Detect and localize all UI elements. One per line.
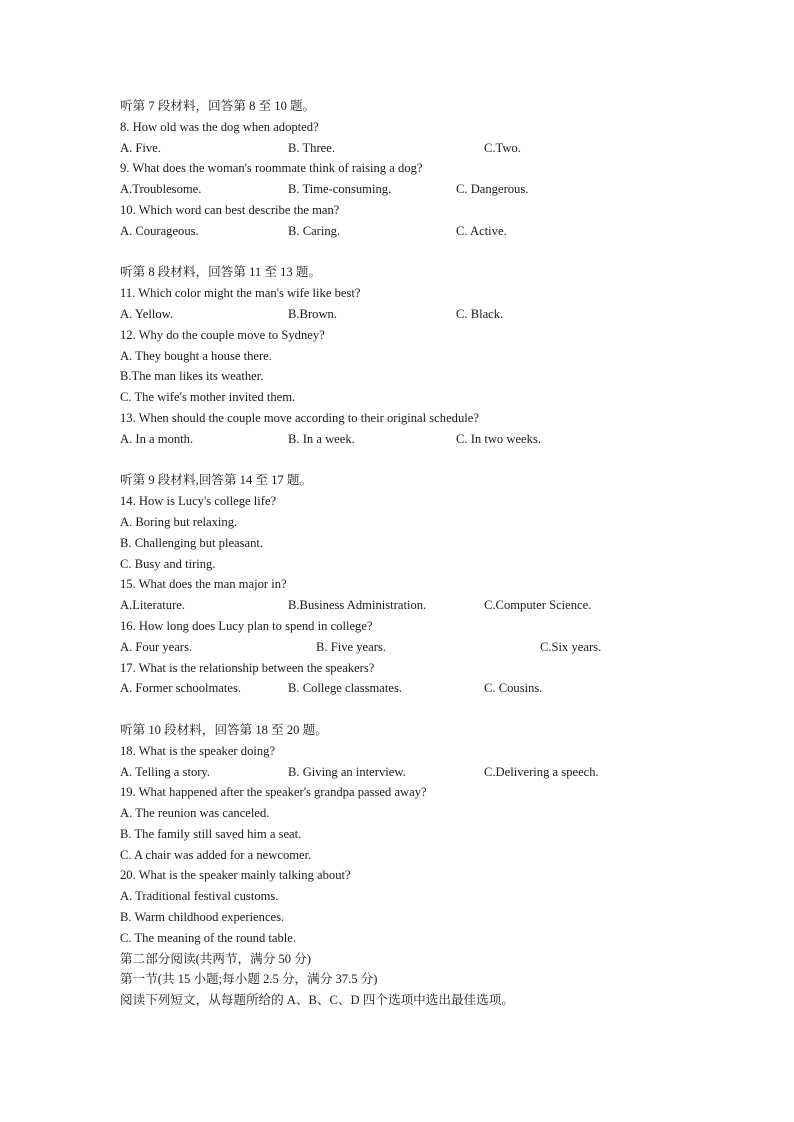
question-text: 12. Why do the couple move to Sydney? xyxy=(120,327,325,342)
option-a: A. Boring but relaxing. xyxy=(120,514,238,529)
option-a: A. Yellow. xyxy=(120,306,174,321)
option-b: B. Warm childhood experiences. xyxy=(120,910,285,925)
question-text: 20. What is the speaker mainly talking about? xyxy=(120,868,351,883)
option-a: A. In a month. xyxy=(120,431,194,446)
options-row xyxy=(120,678,680,699)
options-row xyxy=(120,304,680,325)
option-c: C.Six years. xyxy=(540,639,602,654)
option-c: C. A chair was added for a newcomer. xyxy=(120,847,312,862)
option-b: B. Giving an interview. xyxy=(288,764,406,779)
exam-page xyxy=(120,96,680,1011)
options-row xyxy=(120,138,680,159)
option-b: B. The family still saved him a seat. xyxy=(120,826,302,841)
question-text: 9. What does the woman's roommate think of raising a dog? xyxy=(120,161,423,176)
option-c: C. The wife's mother invited them. xyxy=(120,390,296,405)
option-b: B. In a week. xyxy=(288,431,355,446)
section-header: 听第 10 段材料，回答第 18 至 20 题。 xyxy=(120,722,328,737)
option-a: A. They bought a house there. xyxy=(120,348,272,363)
option-c: C. The meaning of the round table. xyxy=(120,930,297,945)
option-a: A. Telling a story. xyxy=(120,764,211,779)
option-a: A. Traditional festival customs. xyxy=(120,889,279,904)
question-text: 17. What is the relationship between the speakers? xyxy=(120,660,375,675)
option-b: B.The man likes its weather. xyxy=(120,369,264,384)
option-a: A. Four years. xyxy=(120,639,193,654)
question-text: 8. How old was the dog when adopted? xyxy=(120,119,319,134)
options-row xyxy=(120,179,680,200)
option-c: C. In two weeks. xyxy=(456,431,541,446)
option-a: A. Five. xyxy=(120,140,161,155)
options-row xyxy=(120,595,680,616)
option-c: C.Computer Science. xyxy=(484,598,592,613)
question-text: 19. What happened after the speaker's grandpa passed away? xyxy=(120,785,427,800)
option-a: A.Troublesome. xyxy=(120,182,202,197)
option-b: B. Caring. xyxy=(288,223,341,238)
option-b: B. Challenging but pleasant. xyxy=(120,535,264,550)
option-a: A. Former schoolmates. xyxy=(120,681,242,696)
option-c: C. Dangerous. xyxy=(456,182,529,197)
section-subtitle: 第一节(共 15 小题;每小题 2.5 分，满分 37.5 分) xyxy=(120,972,378,987)
section-header: 听第 9 段材料,回答第 14 至 17 题。 xyxy=(120,473,313,488)
option-b: B.Business Administration. xyxy=(288,598,427,613)
option-c: C.Two. xyxy=(484,140,521,155)
options-row xyxy=(120,637,680,658)
question-text: 10. Which word can best describe the man? xyxy=(120,202,340,217)
option-b: B. Time-consuming. xyxy=(288,182,392,197)
option-c: C. Black. xyxy=(456,306,504,321)
question-text: 13. When should the couple move according to their original schedule? xyxy=(120,410,479,425)
question-text: 11. Which color might the man's wife like best? xyxy=(120,286,361,301)
question-text: 15. What does the man major in? xyxy=(120,577,287,592)
question-text: 16. How long does Lucy plan to spend in college? xyxy=(120,618,373,633)
option-c: C.Delivering a speech. xyxy=(484,764,599,779)
option-b: B. College classmates. xyxy=(288,681,403,696)
option-a: A. The reunion was canceled. xyxy=(120,806,270,821)
option-b: B.Brown. xyxy=(288,306,337,321)
option-b: B. Three. xyxy=(288,140,335,155)
option-b: B. Five years. xyxy=(316,639,386,654)
instruction-text: 阅读下列短文，从每题所给的 A、B、C、D 四个选项中选出最佳选项。 xyxy=(120,993,514,1008)
options-row xyxy=(120,221,680,242)
part-title: 第二部分阅读(共两节，满分 50 分) xyxy=(120,951,311,966)
question-text: 14. How is Lucy's college life? xyxy=(120,494,277,509)
section-header: 听第 7 段材料，回答第 8 至 10 题。 xyxy=(120,99,316,113)
question-text: 18. What is the speaker doing? xyxy=(120,743,276,758)
section-header: 听第 8 段材料，回答第 11 至 13 题。 xyxy=(120,265,322,280)
option-c: C. Busy and tiring. xyxy=(120,556,216,571)
options-row xyxy=(120,429,680,450)
option-a: A. Courageous. xyxy=(120,223,199,238)
option-c: C. Active. xyxy=(456,223,507,238)
option-a: A.Literature. xyxy=(120,598,186,613)
options-row xyxy=(120,762,680,783)
option-c: C. Cousins. xyxy=(484,681,543,696)
